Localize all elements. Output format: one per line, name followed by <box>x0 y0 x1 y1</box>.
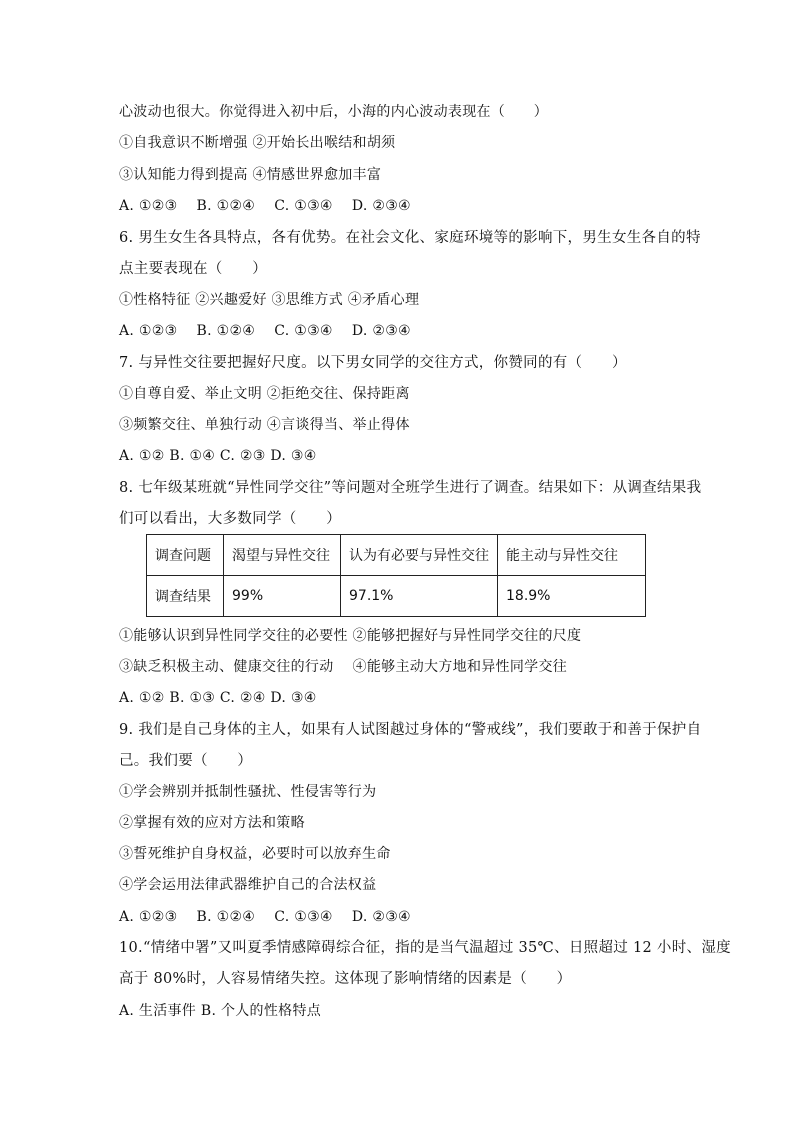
q10-stem: 10.“情绪中署”又叫夏季情感障碍综合征，指的是当气温超过 35℃、日照超过 12 小时、湿度 <box>119 940 731 956</box>
survey-table <box>146 534 646 617</box>
table-cell: 能主动与异性交往 <box>498 535 646 576</box>
table-cell: 认为有必要与异性交往 <box>341 535 498 576</box>
q9-option-3: ③誓死维护自身权益，必要时可以放弃生命 <box>119 846 391 862</box>
table-cell: 渴望与异性交往 <box>224 535 341 576</box>
table-cell: 18.9% <box>498 576 646 617</box>
table-row <box>147 576 646 617</box>
q5-options-3-4: ③认知能力得到提高 ④情感世界愈加丰富 <box>119 167 382 183</box>
q9-stem-continued: 己。我们要（ ） <box>119 753 253 769</box>
q9-option-1: ①学会辨别并抵制性骚扰、性侵害等行为 <box>119 784 377 800</box>
q6-options: ①性格特征 ②兴趣爱好 ③思维方式 ④矛盾心理 <box>119 292 420 308</box>
table-cell: 调查结果 <box>147 576 224 617</box>
q6-answer-choices: A. ①②③ B. ①②④ C. ①③④ D. ②③④ <box>119 323 411 339</box>
q7-options-1-2: ①自尊自爱、举止文明 ②拒绝交往、保持距离 <box>119 386 410 402</box>
q9-stem: 9. 我们是自己身体的主人，如果有人试图越过身体的“警戒线”，我们要敢于和善于保护自 <box>119 722 702 738</box>
q5-stem-continued: 心波动也很大。你觉得进入初中后，小海的内心波动表现在（ ） <box>119 104 548 120</box>
q8-options-1-2: ①能够认识到异性同学交往的必要性 ②能够把握好与异性同学交往的尺度 <box>119 628 582 644</box>
table-header-row <box>147 535 646 576</box>
q9-option-4: ④学会运用法律武器维护自己的合法权益 <box>119 877 377 893</box>
q10-answer-choices: A. 生活事件 B. 个人的性格特点 <box>119 1003 322 1019</box>
q7-stem: 7. 与异性交往要把握好尺度。以下男女同学的交往方式，你赞同的有（ ） <box>119 355 627 371</box>
q7-answer-choices: A. ①② B. ①④ C. ②③ D. ③④ <box>119 448 317 464</box>
q5-options-1-2: ①自我意识不断增强 ②开始长出喉结和胡须 <box>119 135 396 151</box>
q9-option-2: ②掌握有效的应对方法和策略 <box>119 815 305 831</box>
table-cell: 调查问题 <box>147 535 224 576</box>
q10-stem-continued: 高于 80%时，人容易情绪失控。这体现了影响情绪的因素是（ ） <box>119 971 572 987</box>
q9-answer-choices: A. ①②③ B. ①②④ C. ①③④ D. ②③④ <box>119 909 411 925</box>
q8-answer-choices: A. ①② B. ①③ C. ②④ D. ③④ <box>119 690 317 706</box>
q7-options-3-4: ③频繁交往、单独行动 ④言谈得当、举止得体 <box>119 417 410 433</box>
q6-stem: 6. 男生女生各具特点，各有优势。在社会文化、家庭环境等的影响下，男生女生各自的特 <box>119 230 701 246</box>
table-cell: 99% <box>224 576 341 617</box>
q5-answer-choices: A. ①②③ B. ①②④ C. ①③④ D. ②③④ <box>119 198 411 214</box>
q6-stem-continued: 点主要表现在（ ） <box>119 261 267 277</box>
q8-stem: 8. 七年级某班就“异性同学交往”等问题对全班学生进行了调查。结果如下：从调查结果我 <box>119 480 702 496</box>
q8-options-3-4: ③缺乏积极主动、健康交往的行动 ④能够主动大方地和异性同学交往 <box>119 659 568 675</box>
table-cell: 97.1% <box>341 576 498 617</box>
q8-stem-continued: 们可以看出，大多数同学（ ） <box>119 511 341 527</box>
